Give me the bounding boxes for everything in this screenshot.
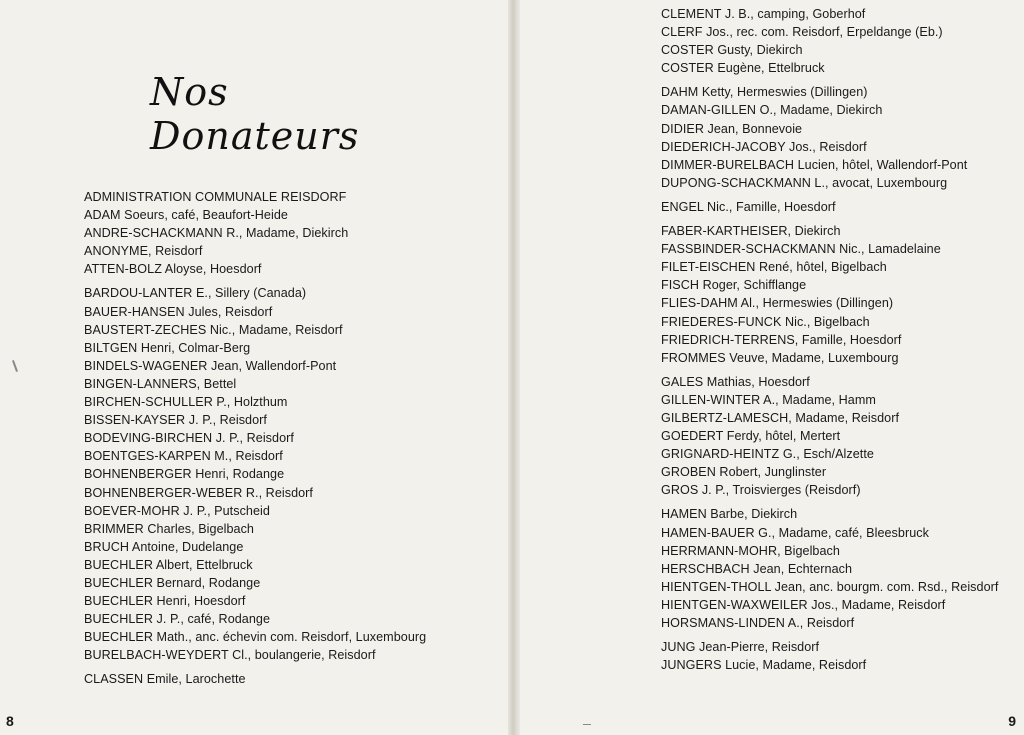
donor-entry: BRUCH Antoine, Dudelange <box>84 539 244 554</box>
donor-entry: DIDIER Jean, Bonnevoie <box>661 121 803 136</box>
donor-entry: GALES Mathias, Hoesdorf <box>661 374 810 389</box>
donor-list-right <box>661 5 998 674</box>
donor-entry: GRIGNARD-HEINTZ G., Esch/Alzette <box>661 447 874 462</box>
donor-entry: BISSEN-KAYSER J. P., Reisdorf <box>84 413 267 428</box>
donor-entry: JUNG Jean-Pierre, Reisdorf <box>661 640 820 655</box>
donor-entry: ANDRE-SCHACKMANN R., Madame, Diekirch <box>84 226 349 241</box>
donor-entry: GOEDERT Ferdy, hôtel, Mertert <box>661 429 841 444</box>
donor-entry: BRIMMER Charles, Bigelbach <box>84 521 254 536</box>
donor-entry: BUECHLER Henri, Hoesdorf <box>84 594 246 609</box>
page-number-right: 9 <box>1008 713 1016 729</box>
donor-entry: DUPONG-SCHACKMANN L., avocat, Luxembourg <box>661 175 948 190</box>
paper-speck <box>583 724 591 725</box>
donor-entry: BAUSTERT-ZECHES Nic., Madame, Reisdorf <box>84 322 343 337</box>
donor-entry: ADAM Soeurs, café, Beaufort-Heide <box>84 208 288 223</box>
donor-entry: BODEVING-BIRCHEN J. P., Reisdorf <box>84 431 294 446</box>
donor-entry: BINDELS-WAGENER Jean, Wallendorf-Pont <box>84 358 337 373</box>
donor-entry: BIRCHEN-SCHULLER P., Holzthum <box>84 395 288 410</box>
donor-entry: HAMEN Barbe, Diekirch <box>661 507 798 522</box>
donor-entry: FABER-KARTHEISER, Diekirch <box>661 224 841 239</box>
donor-entry: COSTER Eugène, Ettelbruck <box>661 61 825 76</box>
donor-entry: FRIEDERES-FUNCK Nic., Bigelbach <box>661 314 870 329</box>
donor-entry: HAMEN-BAUER G., Madame, café, Bleesbruck <box>661 525 929 540</box>
donor-entry: CLASSEN Emile, Larochette <box>84 672 246 687</box>
donor-entry: COSTER Gusty, Diekirch <box>661 43 803 58</box>
donor-entry: BUECHLER Albert, Ettelbruck <box>84 557 253 572</box>
donor-entry: GILBERTZ-LAMESCH, Madame, Reisdorf <box>661 410 900 425</box>
donor-entry: GROS J. P., Troisvierges (Reisdorf) <box>661 483 861 498</box>
donor-entry: HORSMANS-LINDEN A., Reisdorf <box>661 616 855 630</box>
donor-entry: BUECHLER J. P., café, Rodange <box>84 612 271 627</box>
donor-entry: FISCH Roger, Schifflange <box>661 278 807 293</box>
donor-entry: BOENTGES-KARPEN M., Reisdorf <box>84 449 283 464</box>
donor-entry: FLIES-DAHM Al., Hermeswies (Dillingen) <box>661 296 894 311</box>
donor-entry: CLEMENT J. B., camping, Goberhof <box>661 7 866 21</box>
donor-entry: BURELBACH-WEYDERT Cl., boulangerie, Reisdorf <box>84 648 376 663</box>
donor-entry: GROBEN Robert, Junglinster <box>661 465 827 480</box>
donor-entry: BOHNENBERGER-WEBER R., Reisdorf <box>84 485 313 500</box>
donor-entry: ENGEL Nic., Famille, Hoesdorf <box>661 199 836 214</box>
donor-entry: HIENTGEN-THOLL Jean, anc. bourgm. com. Rsd., Reisdorf <box>661 579 999 594</box>
donor-entry: HERSCHBACH Jean, Echternach <box>661 561 853 576</box>
donor-entry: FASSBINDER-SCHACKMANN Nic., Lamadelaine <box>661 242 941 257</box>
donor-entry: DAMAN-GILLEN O., Madame, Diekirch <box>661 103 883 118</box>
donor-list-left <box>84 188 426 689</box>
donor-entry: DIMMER-BURELBACH Lucien, hôtel, Wallendorf-Pont <box>661 157 968 172</box>
donor-entry: BUECHLER Math., anc. échevin com. Reisdorf, Luxembourg <box>84 630 427 645</box>
donor-entry: BINGEN-LANNERS, Bettel <box>84 376 237 391</box>
page-number-left: 8 <box>6 713 14 729</box>
donor-entry: FROMMES Veuve, Madame, Luxembourg <box>661 350 899 365</box>
book-gutter <box>508 0 520 735</box>
donor-entry: FILET-EISCHEN René, hôtel, Bigelbach <box>661 260 887 275</box>
donor-entry: HERRMANN-MOHR, Bigelbach <box>661 543 840 558</box>
donor-entry: ATTEN-BOLZ Aloyse, Hoesdorf <box>84 262 262 277</box>
donor-entry: ADMINISTRATION COMMUNALE REISDORF <box>84 190 347 204</box>
donor-entry: BARDOU-LANTER E., Sillery (Canada) <box>84 286 307 301</box>
donor-entry: GILLEN-WINTER A., Madame, Hamm <box>661 392 876 407</box>
donor-entry: DAHM Ketty, Hermeswies (Dillingen) <box>661 85 868 100</box>
donor-entry: BILTGEN Henri, Colmar-Berg <box>84 340 251 355</box>
donor-entry: ANONYME, Reisdorf <box>84 244 203 259</box>
donor-entry: BAUER-HANSEN Jules, Reisdorf <box>84 304 273 319</box>
donor-entry: CLERF Jos., rec. com. Reisdorf, Erpeldange (Eb.) <box>661 25 943 40</box>
page-title: Nos Donateurs <box>150 70 360 158</box>
donor-entry: DIEDERICH-JACOBY Jos., Reisdorf <box>661 139 867 154</box>
donor-entry: JUNGERS Lucie, Madame, Reisdorf <box>661 658 867 673</box>
donor-entry: BOHNENBERGER Henri, Rodange <box>84 467 285 482</box>
donor-entry: BOEVER-MOHR J. P., Putscheid <box>84 503 270 518</box>
donor-entry: FRIEDRICH-TERRENS, Famille, Hoesdorf <box>661 332 902 347</box>
donor-entry: BUECHLER Bernard, Rodange <box>84 575 261 590</box>
donor-entry: HIENTGEN-WAXWEILER Jos., Madame, Reisdorf <box>661 597 946 612</box>
